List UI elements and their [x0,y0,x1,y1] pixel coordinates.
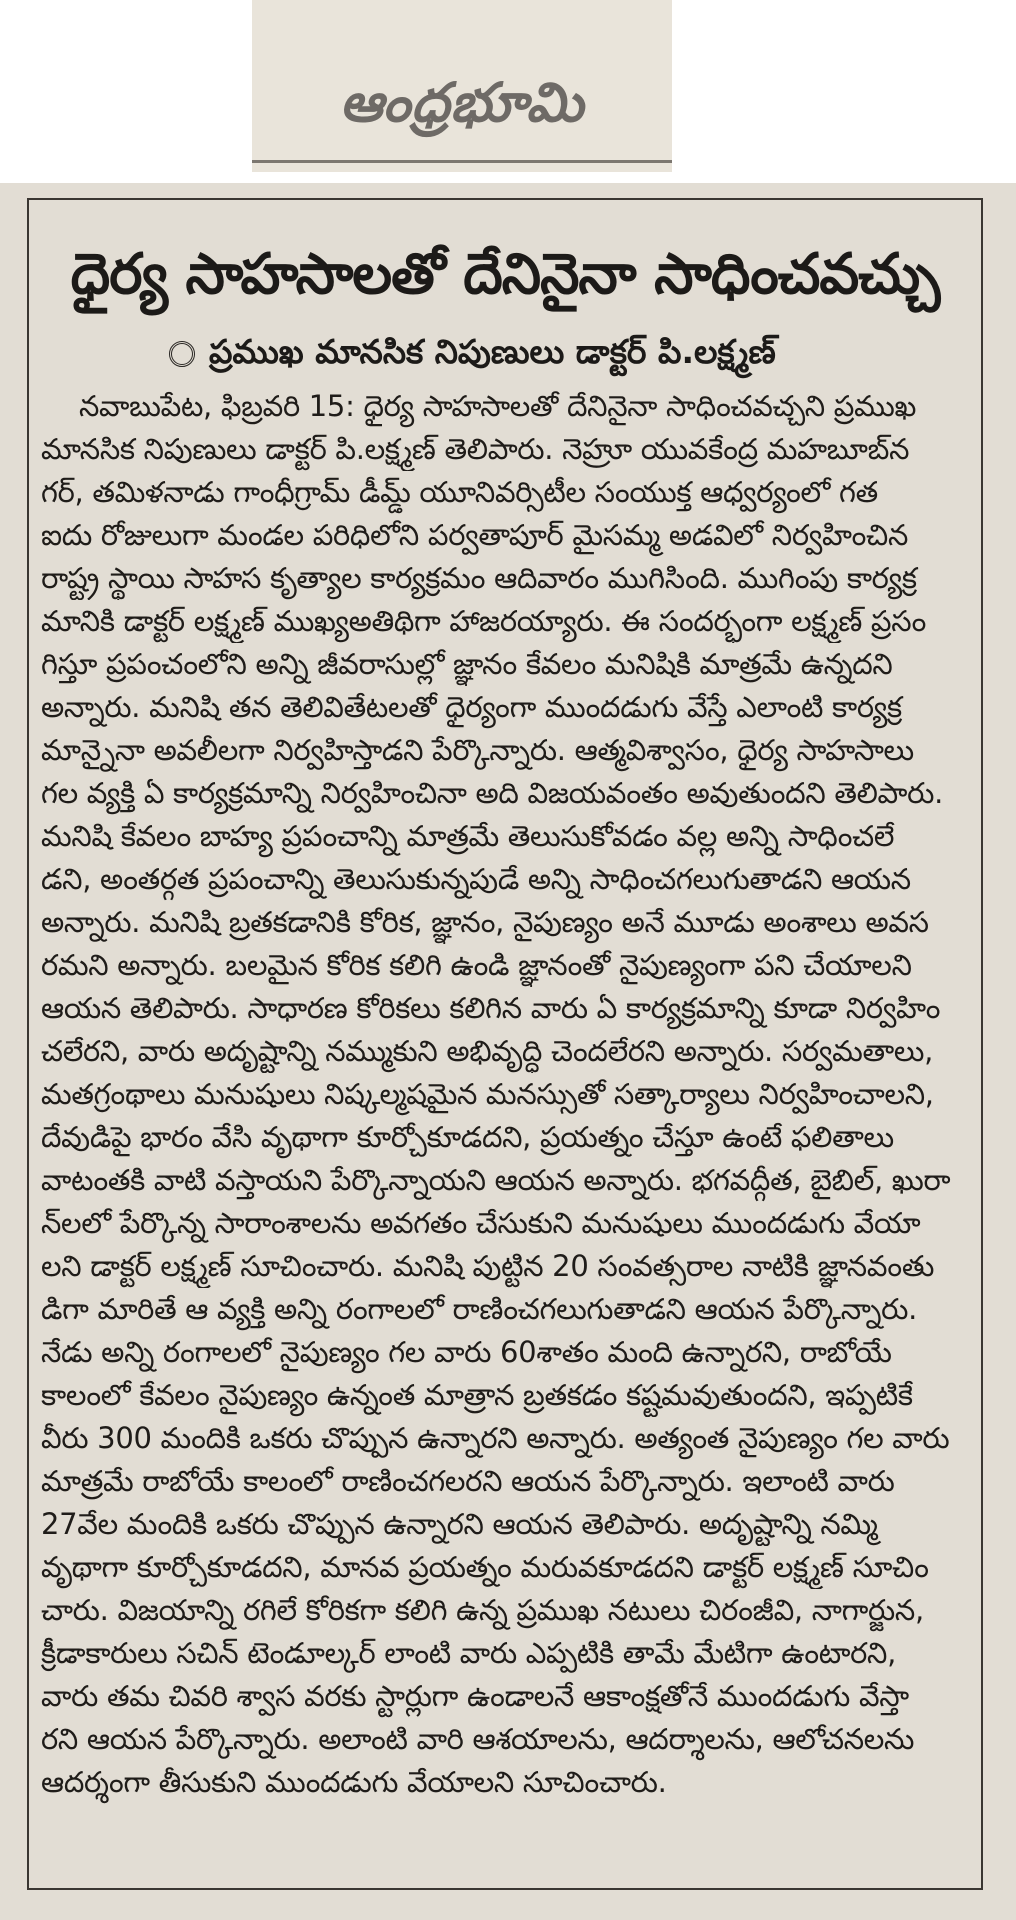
article-body [41,385,967,1877]
article-line: క్రీడాకారులు సచిన్ టెండూల్కర్ లాంటి వారు ఎప్పటికి తామే మేటిగా ఉంటారని, [41,1636,897,1670]
article-line: దేవుడిపై భారం వేసి వృథాగా కూర్చోకూడదని, ప్రయత్నం చేస్తూ ఉంటే ఫలితాలు [41,1120,894,1154]
article-line: నవాబుపేట, ఫిబ్రవరి 15: ధైర్య సాహసాలతో దేనినైనా సాధించవచ్చని ప్రముఖ [79,389,917,423]
article-line: గల వ్యక్తి ఏ కార్యక్రమాన్ని నిర్వహించినా అది విజయవంతం అవుతుందని తెలిపారు. [41,776,943,810]
newspaper-clipping [0,183,1016,1920]
article-line: గిస్తూ ప్రపంచంలోని అన్ని జీవరాసుల్లో జ్ఞానం కేవలం మనిషికి మాత్రమే ఉన్నదని [41,647,893,681]
article-line: న్‌లలో పేర్కొన్న సారాంశాలను అవగతం చేసుకుని మనుషులు ముందడుగు వేయా [41,1206,921,1240]
article-line: ఆయన తెలిపారు. సాధారణ కోరికలు కలిగిన వారు ఏ కార్యక్రమాన్ని కూడా నిర్వహిం [41,991,941,1025]
article-line: మానికి డాక్టర్ లక్ష్మణ్ ముఖ్యఅతిథిగా హాజరయ్యారు. ఈ సందర్భంగా లక్ష్మణ్ ప్రసం [41,604,927,638]
article-line: అన్నారు. మనిషి బ్రతకడానికి కోరిక, జ్ఞానం, నైపుణ్యం అనే మూడు అంశాలు అవస [41,905,929,939]
article-line: మతగ్రంథాలు మనుషులు నిష్కల్మషమైన మనస్సుతో సత్కార్యాలు నిర్వహించాలని, [41,1077,934,1111]
bullet-icon [169,341,195,367]
article-line: రమని అన్నారు. బలమైన కోరిక కలిగి ఉండి జ్ఞానంతో నైపుణ్యంగా పని చేయాలని [41,948,912,982]
subhead-text: ప్రముఖ మానసిక నిపుణులు డాక్టర్ పి.లక్ష్మణ్ [209,332,776,371]
article-line: వీరు 300 మందికి ఒకరు చొప్పున ఉన్నారని అన్నారు. అత్యంత నైపుణ్యం గల వారు [41,1421,950,1455]
newspaper-logo: ఆంధ్రభూమి [339,70,585,134]
article-line: కాలంలో కేవలం నైపుణ్యం ఉన్నంత మాత్రాన బ్రతకడం కష్టమవుతుందని, ఇప్పటికే [41,1378,913,1412]
article-line: ఐదు రోజులుగా మండల పరిధిలోని పర్వతాపూర్ మైసమ్మ అడవిలో నిర్వహించిన [41,518,909,552]
article-line: చలేరని, వారు అదృష్టాన్ని నమ్ముకుని అభివృద్ధి చెందలేరని అన్నారు. సర్వమతాలు, [41,1034,934,1068]
article-line: ఆదర్శంగా తీసుకుని ముందడుగు వేయాలని సూచించారు. [41,1765,667,1799]
article-line: వాటంతకి వాటి వస్తాయని పేర్కొన్నాయని ఆయన అన్నారు. భగవద్గీత, బైబిల్, ఖురా [41,1163,951,1197]
article-line: డిగా మారితే ఆ వ్యక్తి అన్ని రంగాలలో రాణించగలుగుతాడని ఆయన పేర్కొన్నారు. [41,1292,918,1326]
article-subhead [169,332,776,379]
article-line: 27వేల మందికి ఒకరు చొప్పున ఉన్నారని ఆయన తెలిపారు. అదృష్టాన్ని నమ్మి [41,1507,878,1541]
article-line: మానసిక నిపుణులు డాక్టర్ పి.లక్ష్మణ్ తెలిపారు. నెహ్రూ యువకేంద్ర మహబూబ్‌న [41,432,910,466]
article-line: వృథాగా కూర్చోకూడదని, మానవ ప్రయత్నం మరువకూడదని డాక్టర్ లక్ష్మణ్ సూచిం [41,1550,929,1584]
article-line: మాత్రమే రాబోయే కాలంలో రాణించగలరని ఆయన పేర్కొన్నారు. ఇలాంటి వారు [41,1464,895,1498]
article-line: చారు. విజయాన్ని రగిలే కోరికగా కలిగి ఉన్న ప్రముఖ నటులు చిరంజీవి, నాగార్జున, [41,1593,924,1627]
article-line: రాష్ట్ర స్థాయి సాహస కృత్యాల కార్యక్రమం ఆదివారం ముగిసింది. ముగింపు కార్యక్ర [41,561,917,595]
article-headline: ధైర్య సాహసాలతో దేనినైనా సాధించవచ్చు [70,242,940,307]
article-line: లని డాక్టర్ లక్ష్మణ్ సూచించారు. మనిషి పుట్టిన 20 సంవత్సరాల నాటికి జ్ఞానవంతు [41,1249,935,1283]
article-line: గర్, తమిళనాడు గాంధీగ్రామ్ డీమ్డ్ యూనివర్సిటీల సంయుక్త ఆధ్వర్యంలో గత [41,475,878,509]
article-line: అన్నారు. మనిషి తన తెలివితేటలతో ధైర్యంగా ముందడుగు వేస్తే ఎలాంటి కార్యక్ర [41,690,902,724]
article-line: రని ఆయన పేర్కొన్నారు. అలాంటి వారి ఆశయాలను, ఆదర్శాలను, ఆలోచనలను [41,1722,915,1756]
article-line: వారు తమ చివరి శ్వాస వరకు స్టార్లుగా ఉండాలనే ఆకాంక్షతోనే ముందడుగు వేస్తా [41,1679,909,1713]
article-line: డని, అంతర్గత ప్రపంచాన్ని తెలుసుకున్నపుడే అన్ని సాధించగలుగుతాడని ఆయన [41,862,911,896]
masthead [252,0,672,172]
masthead-rule [252,160,672,163]
article-frame [27,198,983,1890]
article-line: మనిషి కేవలం బాహ్య ప్రపంచాన్ని మాత్రమే తెలుసుకోవడం వల్ల అన్ని సాధించలే [41,819,895,853]
article-line: మాన్నైనా అవలీలగా నిర్వహిస్తాడని పేర్కొన్నారు. ఆత్మవిశ్వాసం, ధైర్య సాహసాలు [41,733,914,767]
article-line: నేడు అన్ని రంగాలలో నైపుణ్యం గల వారు 60శాతం మంది ఉన్నారని, రాబోయే [41,1335,892,1369]
